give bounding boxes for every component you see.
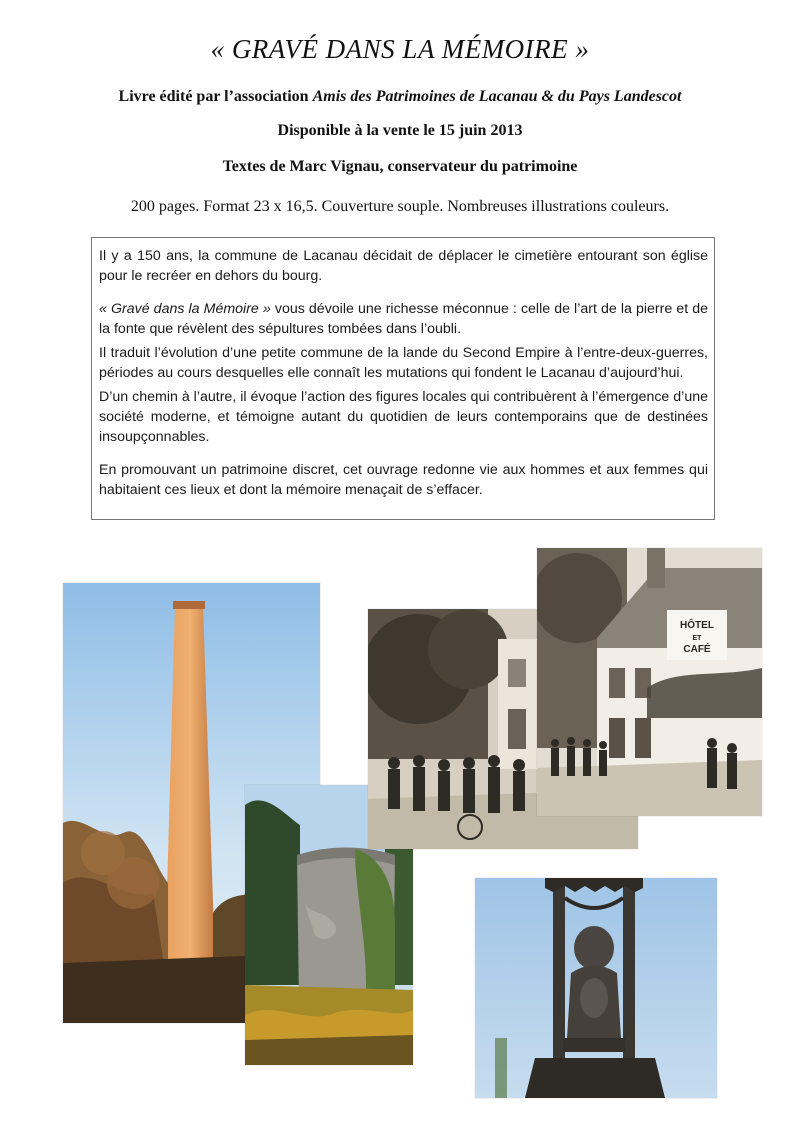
availability-line: Disponible à la vente le 15 juin 2013 [277,122,523,139]
author-line: Textes de Marc Vignau, conservateur du patrimoine [222,158,578,175]
cast-iron-cross-photo [475,878,717,1098]
description-paragraph-1: Il y a 150 ans, la commune de Lacanau décidait de déplacer le cimetière entourant son église pour le recréer en dehors du bourg. [99,248,708,284]
hotel-sign-line-3: CAFÉ [683,644,711,655]
description-paragraph-3: Il traduit l’évolution d’une petite commune de la lande du Second Empire à l’entre-deux-guerres, périodes au cours desquelles elle connaît les mutations qui fondent le Lacanau d’aujourd’hui. [99,345,708,381]
description-paragraph-4: D’un chemin à l’autre, il évoque l’action des figures locales qui contribuèrent à l’émergence d’une société moderne, et témoigne autant du quotidien de leurs contemporains que de destinées insoupçonnables. [99,389,708,445]
book-title-inline: « Gravé dans la Mémoire » [99,301,271,317]
publisher-name: Amis des Patrimoines de Lacanau & du Pays Landescot [312,88,682,105]
publisher-prefix: Livre édité par l’association [118,88,313,105]
hotel-cafe-photo [537,548,762,816]
specs-line: 200 pages. Format 23 x 16,5. Couverture souple. Nombreuses illustrations couleurs. [130,198,670,215]
hotel-sign-line-1: HÔTEL [680,620,714,631]
description-paragraph-5: En promouvant un patrimoine discret, cet ouvrage redonne vie aux hommes et aux femmes qui habitaient ces lieux et dont la mémoire menaçait de s’effacer. [99,462,708,498]
description-paragraph-2-rest: vous dévoile une richesse méconnue : celle de l’art de la pierre et de la fonte que révèlent des sépultures tombées dans l’oubli. [99,301,708,337]
description-paragraph-2 [99,299,708,339]
hotel-sign-line-2: ET [692,635,702,642]
publisher-line [0,88,800,106]
document-title: « GRAVÉ DANS LA MÉMOIRE » [210,34,590,64]
description-box [91,237,715,520]
